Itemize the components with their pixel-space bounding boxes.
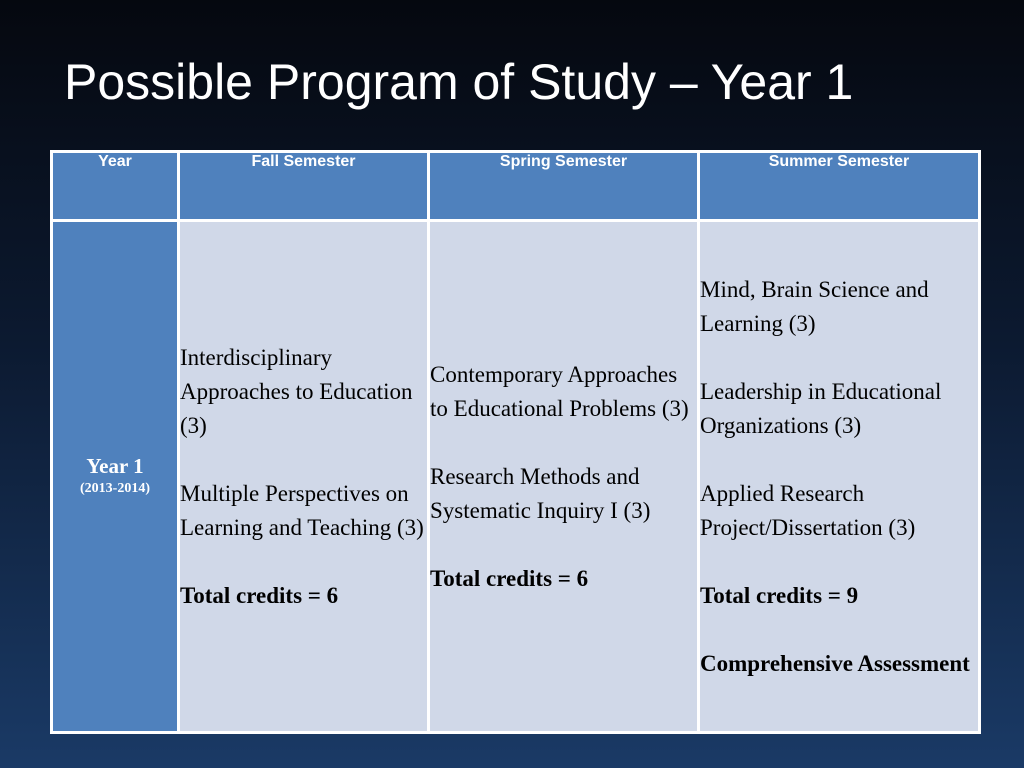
summer-course: Mind, Brain Science and Learning (3) [700,276,929,336]
summer-total-credits: Total credits = 9 [700,582,859,608]
header-row [52,152,980,221]
year-cell [52,221,179,733]
header-summer-semester: Summer Semester [699,152,980,221]
summer-course: Leadership in Educational Organizations (3) [700,378,942,438]
year-1-row [52,221,980,733]
fall-semester-cell [179,221,429,733]
spring-semester-cell [429,221,699,733]
fall-total-credits: Total credits = 6 [180,582,339,608]
spring-total-credits: Total credits = 6 [430,565,589,591]
spring-course: Research Methods and Systematic Inquiry I (3) [430,463,651,523]
year-range: (2013-2014) [80,481,150,497]
summer-course: Applied Research Project/Dissertation (3) [700,480,916,540]
program-table [50,150,981,734]
summer-semester-cell [699,221,980,733]
year-label: Year 1 [86,454,144,479]
fall-course: Multiple Perspectives on Learning and Teaching (3) [180,480,424,540]
header-spring-semester: Spring Semester [429,152,699,221]
spring-course: Contemporary Approaches to Educational Problems (3) [430,361,689,421]
fall-course: Interdisciplinary Approaches to Education (3) [180,344,413,438]
header-year: Year [52,152,179,221]
summer-comprehensive-assessment: Comprehensive Assessment [700,650,970,676]
header-fall-semester: Fall Semester [179,152,429,221]
slide-title: Possible Program of Study – Year 1 [64,54,854,110]
